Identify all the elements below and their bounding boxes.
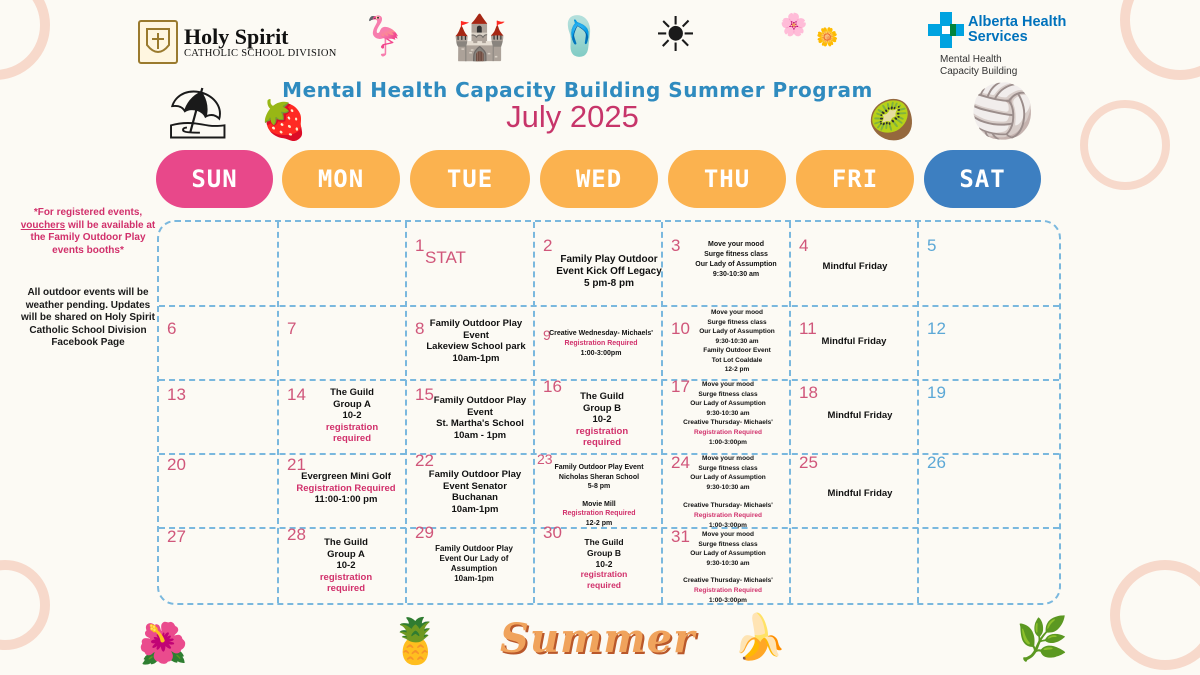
day-cell-16 xyxy=(535,377,663,455)
day-number: 18 xyxy=(799,383,818,402)
day-cell-28 xyxy=(279,525,407,603)
day-cell-18 xyxy=(791,381,919,455)
day-number: 8 xyxy=(415,319,425,338)
holy-spirit-logo xyxy=(138,18,338,66)
umbrella-icon: ⛱ xyxy=(166,85,230,141)
day-cell-25 xyxy=(791,455,919,529)
summer-banner: Summer xyxy=(500,615,696,662)
stat-holiday: STAT xyxy=(425,248,466,267)
program-title: Mental Health Capacity Building Summer Program xyxy=(282,78,873,102)
hibiscus-icon: 🌺 xyxy=(138,622,188,666)
day-header-thu: THU xyxy=(668,150,786,208)
tropical-leaves-icon: 🌿 xyxy=(1016,615,1069,662)
swirl-decoration xyxy=(0,0,50,80)
day-cell-6 xyxy=(159,307,287,381)
day-cell-31 xyxy=(663,529,791,603)
day-cell-17 xyxy=(663,377,791,455)
event-text: Evergreen Mini Golf Registration Required 11:00-1:00 pm xyxy=(296,471,396,505)
day-number: 1 xyxy=(415,236,425,255)
event-text: The Guild Group A 10-2 registration required xyxy=(319,537,373,594)
day-number: 30 xyxy=(543,523,562,542)
day-number: 4 xyxy=(799,236,809,255)
event-text: Family Play Outdoor Event Kick Off Legacy 5 pm-8 pm xyxy=(556,254,662,289)
day-cell-26 xyxy=(919,455,1047,529)
day-number: 20 xyxy=(167,455,186,474)
day-cell-20 xyxy=(159,455,287,529)
sandcastle-icon: 🏰 xyxy=(452,13,507,62)
kiwi-icon: 🥝 xyxy=(868,100,916,142)
day-cell-29 xyxy=(407,523,535,603)
day-header-wed: WED xyxy=(540,150,658,208)
swirl-decoration xyxy=(1110,560,1200,670)
day-cell-11 xyxy=(791,307,919,381)
day-number: 11 xyxy=(799,319,817,338)
flowers-icon: 🌸 xyxy=(780,12,808,37)
day-number: 7 xyxy=(287,319,297,338)
weather-note: All outdoor events will be weather pending. Updates will be shared on Holy Spirit Catholic School Division Facebook Page xyxy=(21,287,155,348)
org-division: CATHOLIC SCHOOL DIVISION xyxy=(184,47,337,59)
day-number: 25 xyxy=(799,453,818,472)
day-header-sun: SUN xyxy=(156,150,273,208)
day-header-sat: SAT xyxy=(924,150,1041,208)
day-number: 31 xyxy=(671,527,690,546)
event-text: The Guild Group A 10-2 registration required xyxy=(325,387,379,444)
day-number: 12 xyxy=(927,319,946,338)
event-text: Creative Wednesday- Michaels' Registration Required 1:00-3:00pm xyxy=(549,330,653,357)
day-cell-30 xyxy=(535,523,663,603)
day-number: 5 xyxy=(927,236,937,255)
day-cell-8 xyxy=(407,307,535,381)
banana-surfboard-icon: 🍌 xyxy=(732,613,787,662)
day-number: 29 xyxy=(415,523,434,542)
org-name: Holy Spirit xyxy=(184,23,289,49)
day-number: 13 xyxy=(167,385,186,404)
day-cell-27 xyxy=(159,529,287,603)
day-cell-4 xyxy=(791,230,919,304)
day-cell-12 xyxy=(919,307,1047,381)
day-number: 28 xyxy=(287,525,306,544)
event-text: Mindful Friday xyxy=(827,410,893,421)
day-cell-5 xyxy=(919,230,1047,304)
crest-icon xyxy=(138,20,178,64)
day-number: 6 xyxy=(167,319,177,338)
pineapple-icon: 🍍 xyxy=(388,617,443,666)
day-number: 15 xyxy=(415,385,434,404)
day-cell-9 xyxy=(535,307,663,381)
event-text: Family Outdoor Play Event Our Lady of Assumption 10am-1pm xyxy=(435,544,513,583)
day-cell-14 xyxy=(279,381,407,455)
voucher-note: *For registered events, vouchers will be available at the Family Outdoor Play events booths* xyxy=(20,207,156,256)
month-title: July 2025 xyxy=(506,99,639,134)
day-number: 26 xyxy=(927,453,946,472)
day-number: 27 xyxy=(167,527,186,546)
day-cell-3 xyxy=(663,230,791,304)
ahs-logo xyxy=(928,12,1068,82)
day-number: 19 xyxy=(927,383,946,402)
flowers-icon: 🌼 xyxy=(816,27,839,47)
day-cell-23 xyxy=(535,451,663,529)
day-cell-2 xyxy=(535,230,663,304)
day-cell-7 xyxy=(279,307,407,381)
ahs-name-2: Services xyxy=(968,29,1028,45)
swirl-decoration xyxy=(1120,0,1200,80)
event-text: Family Outdoor Play Event Lakeview School park 10am-1pm xyxy=(426,318,526,364)
day-number: 14 xyxy=(287,385,306,404)
ahs-name-1: Alberta Health xyxy=(968,14,1067,30)
day-number: 23 xyxy=(537,451,553,467)
day-cell-24 xyxy=(663,455,791,529)
event-text: Move your mood Surge fitness class Our Lady of Assumption 9:30-10:30 am Family Outdoor Event Tot Lot Coaldale 12-2 pm xyxy=(699,309,775,373)
vouchers-link: vouchers xyxy=(20,219,66,231)
day-header-tue: TUE xyxy=(410,150,530,208)
day-cell-19 xyxy=(919,381,1047,455)
beach-ball-icon: 🏐 xyxy=(970,83,1035,141)
event-text: Mindful Friday xyxy=(827,488,893,499)
day-cell-13 xyxy=(159,381,287,455)
day-header-fri: FRI xyxy=(796,150,914,208)
day-number: 3 xyxy=(671,236,681,255)
ahs-sub-1: Mental Health xyxy=(940,54,1002,65)
event-text: Move your mood Surge fitness class Our Lady of Assumption 9:30-10:30 am Creative Thursday- Michaels' Registration Required 1:00-3:00pm xyxy=(683,455,773,529)
day-number: 24 xyxy=(671,453,690,472)
day-number: 2 xyxy=(543,236,553,255)
event-text: The Guild Group B 10-2 registration required xyxy=(580,537,628,591)
day-number: 17 xyxy=(671,377,690,396)
event-text: Move your mood Surge fitness class Our Lady of Assumption 9:30-10:30 am Creative Thursday- Michaels' Registration Required 1:00-3:00pm xyxy=(683,381,773,446)
day-number: 10 xyxy=(671,319,690,338)
event-text: Family Outdoor Play Event St. Martha's School 10am - 1pm xyxy=(433,395,527,441)
day-cell-21 xyxy=(279,455,407,529)
event-text: The Guild Group B 10-2 registration required xyxy=(575,391,629,448)
day-number: 16 xyxy=(543,377,562,396)
swirl-decoration xyxy=(0,560,50,650)
flamingo-float-icon: 🦩 xyxy=(360,16,408,58)
day-cell-22 xyxy=(407,451,535,529)
day-number: 9 xyxy=(543,327,551,343)
event-text: Move your mood Surge fitness class Our Lady of Assumption 9:30-10:30 am xyxy=(695,241,777,278)
event-text: Move your mood Surge fitness class Our Lady of Assumption 9:30-10:30 am Creative Thursday- Michaels' Registration Required 1:00-3:00pm xyxy=(683,531,773,604)
event-text: Mindful Friday xyxy=(821,336,887,347)
day-number: 22 xyxy=(415,451,434,470)
day-cell-1 xyxy=(407,230,535,304)
day-cell-15 xyxy=(407,381,535,455)
event-text: Family Outdoor Play Event Senator Buchanan 10am-1pm xyxy=(428,469,522,515)
day-cell-10 xyxy=(663,307,791,381)
day-number: 21 xyxy=(287,455,306,474)
event-text: Family Outdoor Play Event Nicholas Sheran School 5-8 pm Movie Mill Registration Required 12-2 pm xyxy=(554,464,644,527)
ahs-cross-icon xyxy=(928,12,964,48)
flip-flops-icon: 🩴 xyxy=(556,16,604,58)
sun-icon: ☀ xyxy=(654,9,698,62)
ahs-sub-2: Capacity Building xyxy=(940,66,1018,77)
strawberry-icon: 🍓 xyxy=(260,100,308,142)
day-header-mon: MON xyxy=(282,150,400,208)
event-text: Mindful Friday xyxy=(822,261,888,272)
